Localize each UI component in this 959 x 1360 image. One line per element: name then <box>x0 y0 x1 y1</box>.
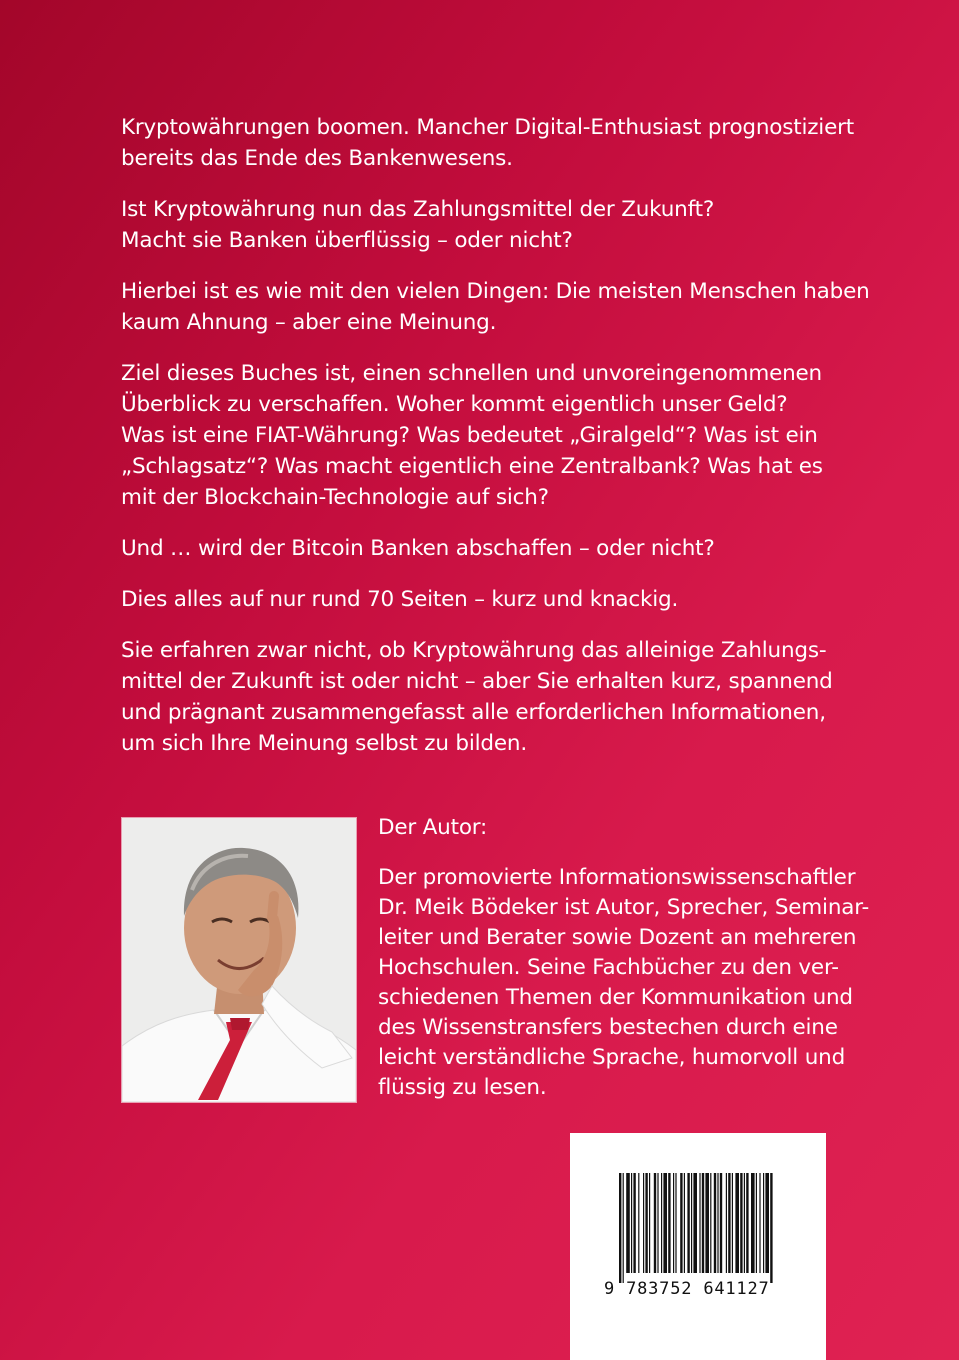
blurb-paragraph-3 <box>121 276 870 338</box>
barcode-box <box>570 1133 826 1360</box>
barcode-bar <box>744 1173 745 1273</box>
barcode-bar <box>699 1173 700 1273</box>
barcode-bar <box>705 1173 709 1273</box>
barcode-bar <box>638 1173 639 1273</box>
blurb-paragraph-6 <box>121 584 861 615</box>
barcode-bar <box>759 1173 760 1273</box>
barcode-bar <box>720 1173 722 1273</box>
blurb-line: und prägnant zusammengefasst alle erforderlichen Informationen, <box>121 700 826 725</box>
blurb-line: mit der Blockchain-Technologie auf sich? <box>121 485 549 510</box>
blurb-line: kaum Ahnung – aber eine Meinung. <box>121 310 497 335</box>
barcode-bar <box>663 1173 667 1273</box>
blurb-line: Dies alles auf nur rund 70 Seiten – kurz und knackig. <box>121 587 679 612</box>
barcode-bar <box>732 1173 733 1273</box>
barcode-bar <box>687 1173 689 1273</box>
barcode-bar <box>735 1173 739 1273</box>
blurb-line: Ist Kryptowährung nun das Zahlungsmittel der Zukunft? <box>121 197 715 222</box>
author-bio-line: schiedenen Themen der Kommunikation und <box>378 985 853 1010</box>
barcode-bar <box>657 1173 658 1273</box>
blurb-line: bereits das Ende des Bankenwesens. <box>121 146 513 171</box>
blurb-line: Und … wird der Bitcoin Banken abschaffen – oder nicht? <box>121 536 715 561</box>
author-section <box>378 813 898 1103</box>
blurb-line: Ziel dieses Buches ist, einen schnellen und unvoreingenommenen <box>121 361 822 386</box>
barcode-bar <box>623 1173 624 1283</box>
author-bio-line: leiter und Berater sowie Dozent an mehreren <box>378 925 857 950</box>
barcode-bar <box>740 1173 742 1273</box>
barcode-bar <box>661 1173 662 1273</box>
barcode-bar <box>756 1173 757 1273</box>
barcode-bar <box>710 1173 711 1273</box>
blurb-text <box>121 112 870 779</box>
author-portrait-icon <box>122 818 356 1102</box>
blurb-line: Macht sie Banken überflüssig – oder nicht? <box>121 228 573 253</box>
barcode-bar <box>626 1173 630 1273</box>
blurb-paragraph-4 <box>121 358 861 513</box>
author-bio-line: flüssig zu lesen. <box>378 1075 547 1100</box>
blurb-paragraph-5 <box>121 533 861 564</box>
barcode-bar <box>643 1173 644 1273</box>
author-bio-line: leicht verständliche Sprache, humorvoll und <box>378 1045 846 1070</box>
author-photo <box>122 818 356 1102</box>
barcode-bar <box>728 1173 730 1273</box>
barcode-bar <box>770 1173 772 1283</box>
author-bio-line: Der promovierte Informationswissenschaftler <box>378 865 856 890</box>
blurb-line: Hierbei ist es wie mit den vielen Dingen: Die meisten Menschen haben <box>121 279 870 304</box>
author-bio <box>378 863 898 1103</box>
blurb-line: „Schlagsatz“? Was macht eigentlich eine Zentralbank? Was hat es <box>121 454 823 479</box>
blurb-line: Sie erfahren zwar nicht, ob Kryptowährung das alleinige Zahlungs- <box>121 638 827 663</box>
barcode-bar <box>726 1173 727 1273</box>
blurb-paragraph-7 <box>121 635 861 759</box>
barcode-bar <box>693 1173 697 1273</box>
barcode-bar <box>649 1173 650 1273</box>
author-heading: Der Autor: <box>378 815 488 840</box>
barcode-bar <box>763 1173 764 1273</box>
barcode-bar <box>765 1173 769 1273</box>
barcode-bar <box>633 1173 635 1273</box>
barcode-bar <box>684 1173 685 1273</box>
barcode-bar <box>645 1173 647 1273</box>
barcode-bar <box>675 1173 676 1273</box>
barcode-icon <box>619 1173 781 1283</box>
blurb-paragraph-1 <box>121 112 861 174</box>
barcode-bar <box>746 1173 748 1273</box>
barcode-bar <box>668 1173 670 1273</box>
blurb-line: Überblick zu verschaffen. Woher kommt eigentlich unser Geld? <box>121 392 788 417</box>
blurb-line: um sich Ihre Meinung selbst zu bilden. <box>121 731 527 756</box>
barcode-bar <box>654 1173 656 1273</box>
barcode-bar <box>631 1173 632 1273</box>
barcode-bar <box>702 1173 704 1273</box>
barcode-bar <box>751 1173 755 1273</box>
barcode-bar <box>714 1173 716 1273</box>
barcode-bar <box>680 1173 682 1273</box>
blurb-line: Was ist eine FIAT-Währung? Was bedeutet „Giralgeld“? Was ist ein <box>121 423 818 448</box>
barcode-bar <box>691 1173 692 1273</box>
author-bio-line: Hochschulen. Seine Fachbücher zu den ver- <box>378 955 839 980</box>
blurb-paragraph-2 <box>121 194 861 256</box>
barcode-bar <box>717 1173 718 1273</box>
author-bio-line: des Wissenstransfers bestechen durch eine <box>378 1015 838 1040</box>
isbn-digits: 9 783752 641127 <box>604 1279 770 1299</box>
author-bio-line: Dr. Meik Bödeker ist Autor, Sprecher, Seminar- <box>378 895 870 920</box>
barcode-bar <box>673 1173 674 1273</box>
blurb-line: Kryptowährungen boomen. Mancher Digital-Enthusiast prognostiziert <box>121 115 854 140</box>
barcode-bar <box>619 1173 621 1283</box>
blurb-line: mittel der Zukunft ist oder nicht – aber Sie erhalten kurz, spannend <box>121 669 833 694</box>
